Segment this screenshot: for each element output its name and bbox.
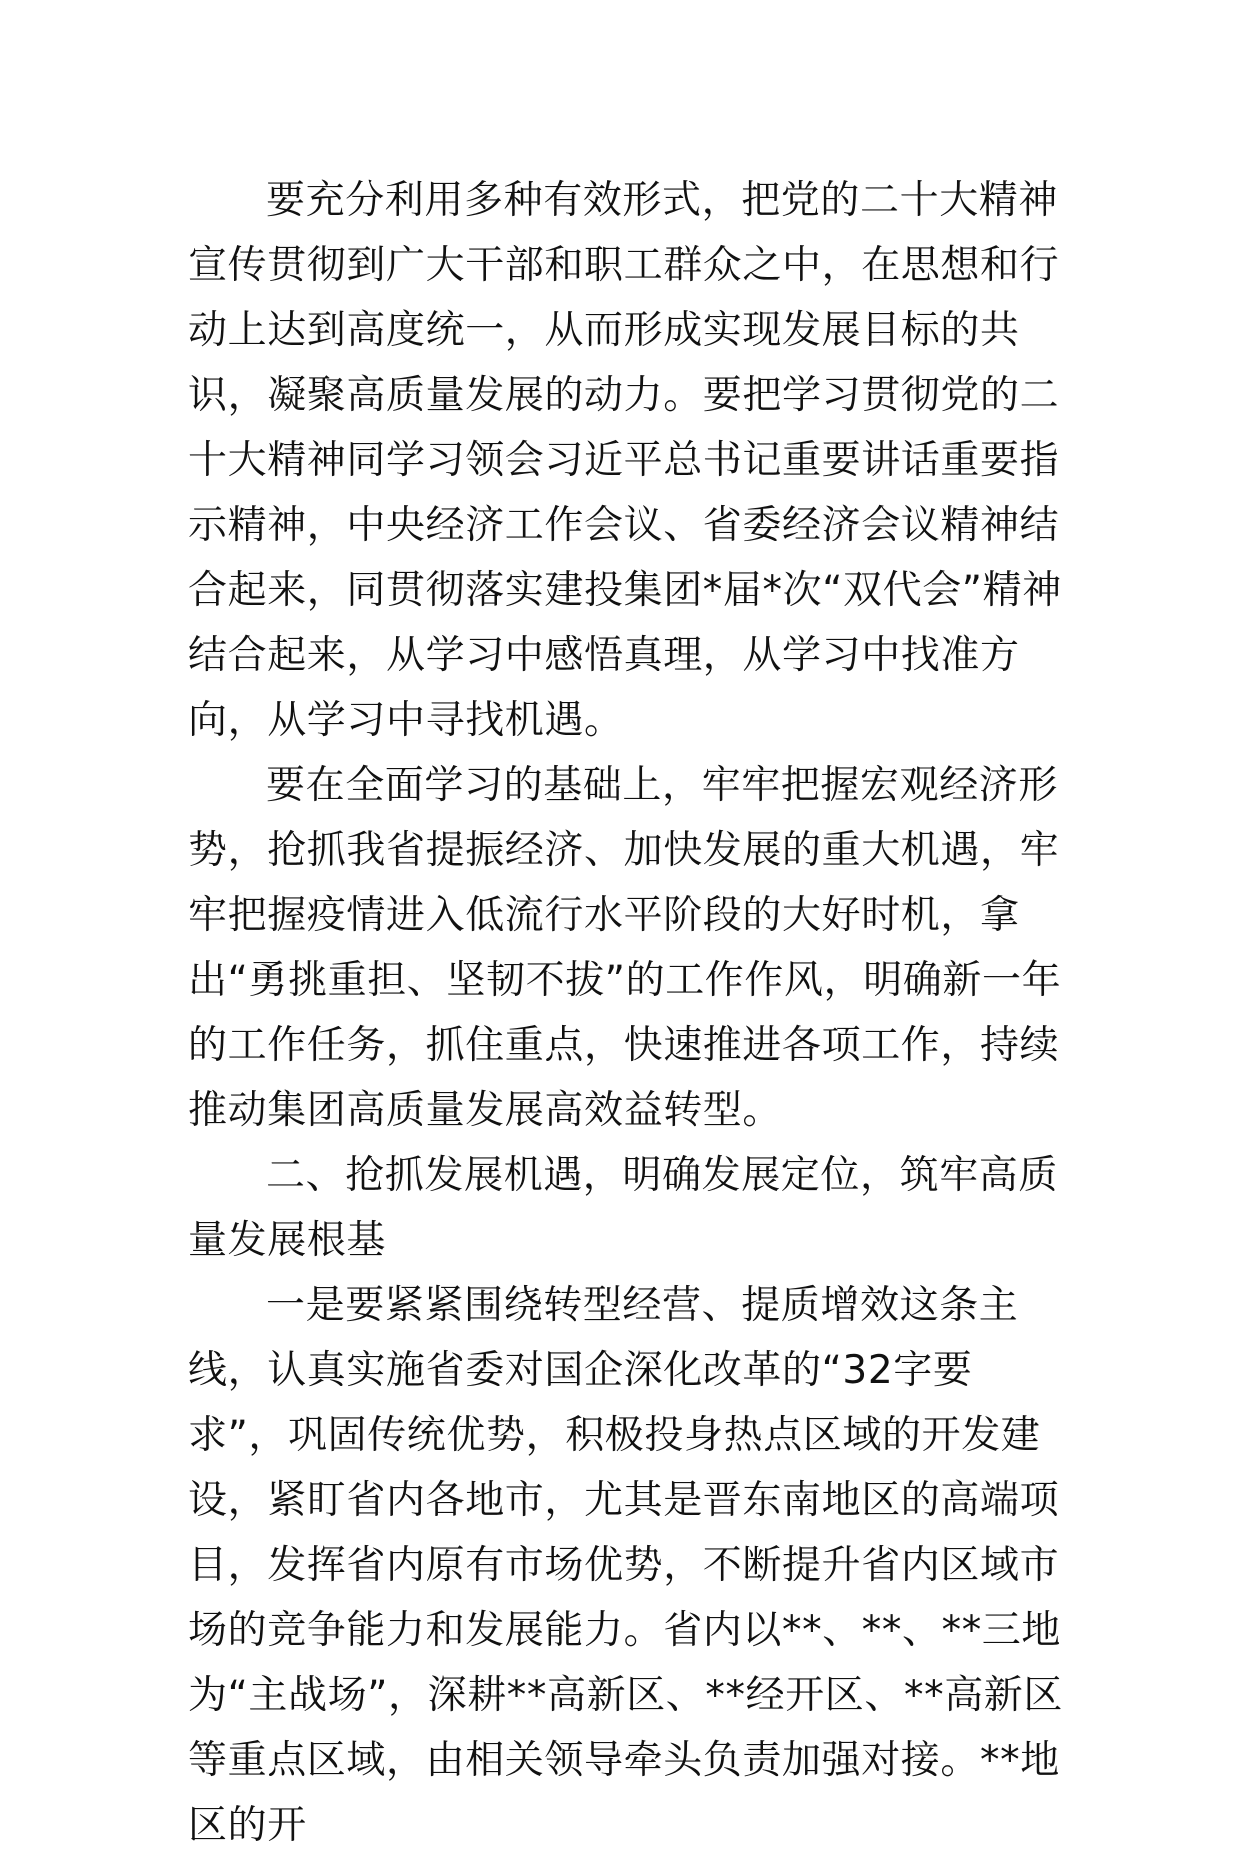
- document-body: [188, 168, 1068, 1858]
- section-heading-development: 二、抢抓发展机遇，明确发展定位，筑牢高质量发展根基: [188, 1153, 1059, 1263]
- paragraph-study-forms: 要充分利用多种有效形式，把党的二十大精神宣传贯彻到广大干部和职工群众之中，在思想和行动上达到高度统一，从而形成实现发展目标的共识，凝聚高质量发展的动力。要把学习贯彻党的二十大精神同学习领会习近平总书记重要讲话重要指示精神，中央经济工作会议、省委经济会议精神结合起来，同贯彻落实建投集团*届*次“双代会”精神结合起来，从学习中感悟真理，从学习中找准方向，从学习中寻找机遇。: [188, 178, 1062, 743]
- paragraph-economic-situation: 要在全面学习的基础上，牢牢把握宏观经济形势，抢抓我省提振经济、加快发展的重大机遇，牢牢把握疫情进入低流行水平阶段的大好时机，拿出“勇挑重担、坚韧不拔”的工作作风，明确新一年的工作任务，抓住重点，快速推进各项工作，持续推动集团高质量发展高效益转型。: [188, 763, 1062, 1133]
- paragraph-main-line: 一是要紧紧围绕转型经营、提质增效这条主线，认真实施省委对国企深化改革的“32字要求”，巩固传统优势，积极投身热点区域的开发建设，紧盯省内各地市，尤其是晋东南地区的高端项目，发挥省内原有市场优势，不断提升省内区域市场的竞争能力和发展能力。省内以**、**、**三地为“主战场”，深耕**高新区、**经开区、**高新区等重点区域，由相关领导牵头负责加强对接。**地区的开: [188, 1283, 1064, 1848]
